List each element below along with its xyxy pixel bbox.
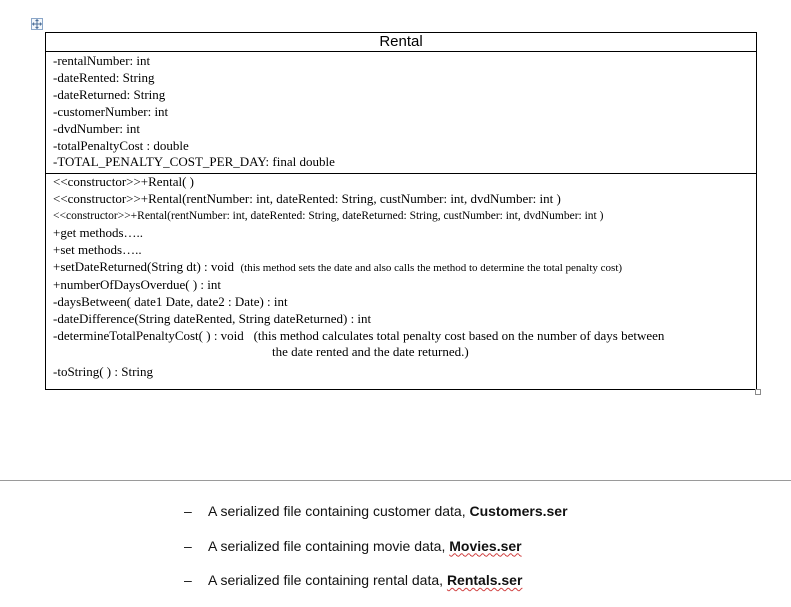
method-setters: +set methods….. xyxy=(53,241,142,257)
list-item-text: A serialized file containing movie data, Movies.ser xyxy=(208,537,522,554)
table-move-handle[interactable] xyxy=(31,18,43,30)
attribute: -TOTAL_PENALTY_COST_PER_DAY: final double xyxy=(53,154,335,170)
attribute: -rentalNumber: int xyxy=(53,53,151,68)
list-item xyxy=(184,538,568,573)
method-constructor-4-args: <<constructor>>+Rental(rentNumber: int, dateRented: String, custNumber: int, dvdNumber: int ) xyxy=(53,191,561,207)
list-item-text: A serialized file containing rental data, Rentals.ser xyxy=(208,572,523,588)
method-signature: -determineTotalPenaltyCost( ) : void xyxy=(53,327,244,343)
method-days-overdue: +numberOfDaysOverdue( ) : int xyxy=(53,276,221,292)
attribute: -totalPenaltyCost : double xyxy=(53,137,189,153)
uml-class-diagram xyxy=(45,32,757,390)
method-signature: +setDateReturned(String dt) : void xyxy=(53,258,234,274)
attribute: -dateReturned: String xyxy=(53,86,166,102)
list-item-text: A serialized file containing customer data, Customers.ser xyxy=(208,503,568,519)
table-resize-handle[interactable] xyxy=(755,389,761,395)
attributes-section xyxy=(46,52,756,174)
method-getters: +get methods….. xyxy=(53,225,144,241)
move-arrows-icon xyxy=(32,19,42,29)
method-days-between: -daysBetween( date1 Date, date2 : Date) : int xyxy=(53,293,288,309)
file-list xyxy=(184,503,568,607)
method-to-string: -toString( ) : String xyxy=(53,364,154,380)
file-name: Movies.ser xyxy=(449,537,522,554)
attribute: -dateRented: String xyxy=(53,69,155,85)
method-note: (this method sets the date and also calls the method to determine the total penalty cost) xyxy=(240,261,623,274)
file-name: Customers.ser xyxy=(469,503,568,519)
attribute: -customerNumber: int xyxy=(53,103,169,119)
page-divider xyxy=(0,480,791,481)
method-date-difference: -dateDifference(String dateRented, String dateReturned) : int xyxy=(53,310,372,326)
method-note-continued: the date rented and the date returned.) xyxy=(272,344,469,360)
dash-bullet: – xyxy=(184,572,192,588)
method-determine-penalty xyxy=(53,328,756,345)
class-name: Rental xyxy=(46,33,756,52)
file-name: Rentals.ser xyxy=(446,572,523,588)
method-constructor-default: <<constructor>>+Rental( ) xyxy=(53,174,194,190)
methods-section xyxy=(46,174,756,381)
list-item xyxy=(184,572,568,607)
attribute: -dvdNumber: int xyxy=(53,120,141,136)
method-set-date-returned xyxy=(53,259,756,277)
method-note: (this method calculates total penalty cost based on the number of days between xyxy=(253,327,665,343)
dash-bullet: – xyxy=(184,503,192,519)
list-item xyxy=(184,503,568,538)
method-constructor-5-args: <<constructor>>+Rental(rentNumber: int, dateRented: String, dateReturned: String, custNumber: int, dvdNumber: int ) xyxy=(53,210,604,223)
dash-bullet: – xyxy=(184,537,192,554)
